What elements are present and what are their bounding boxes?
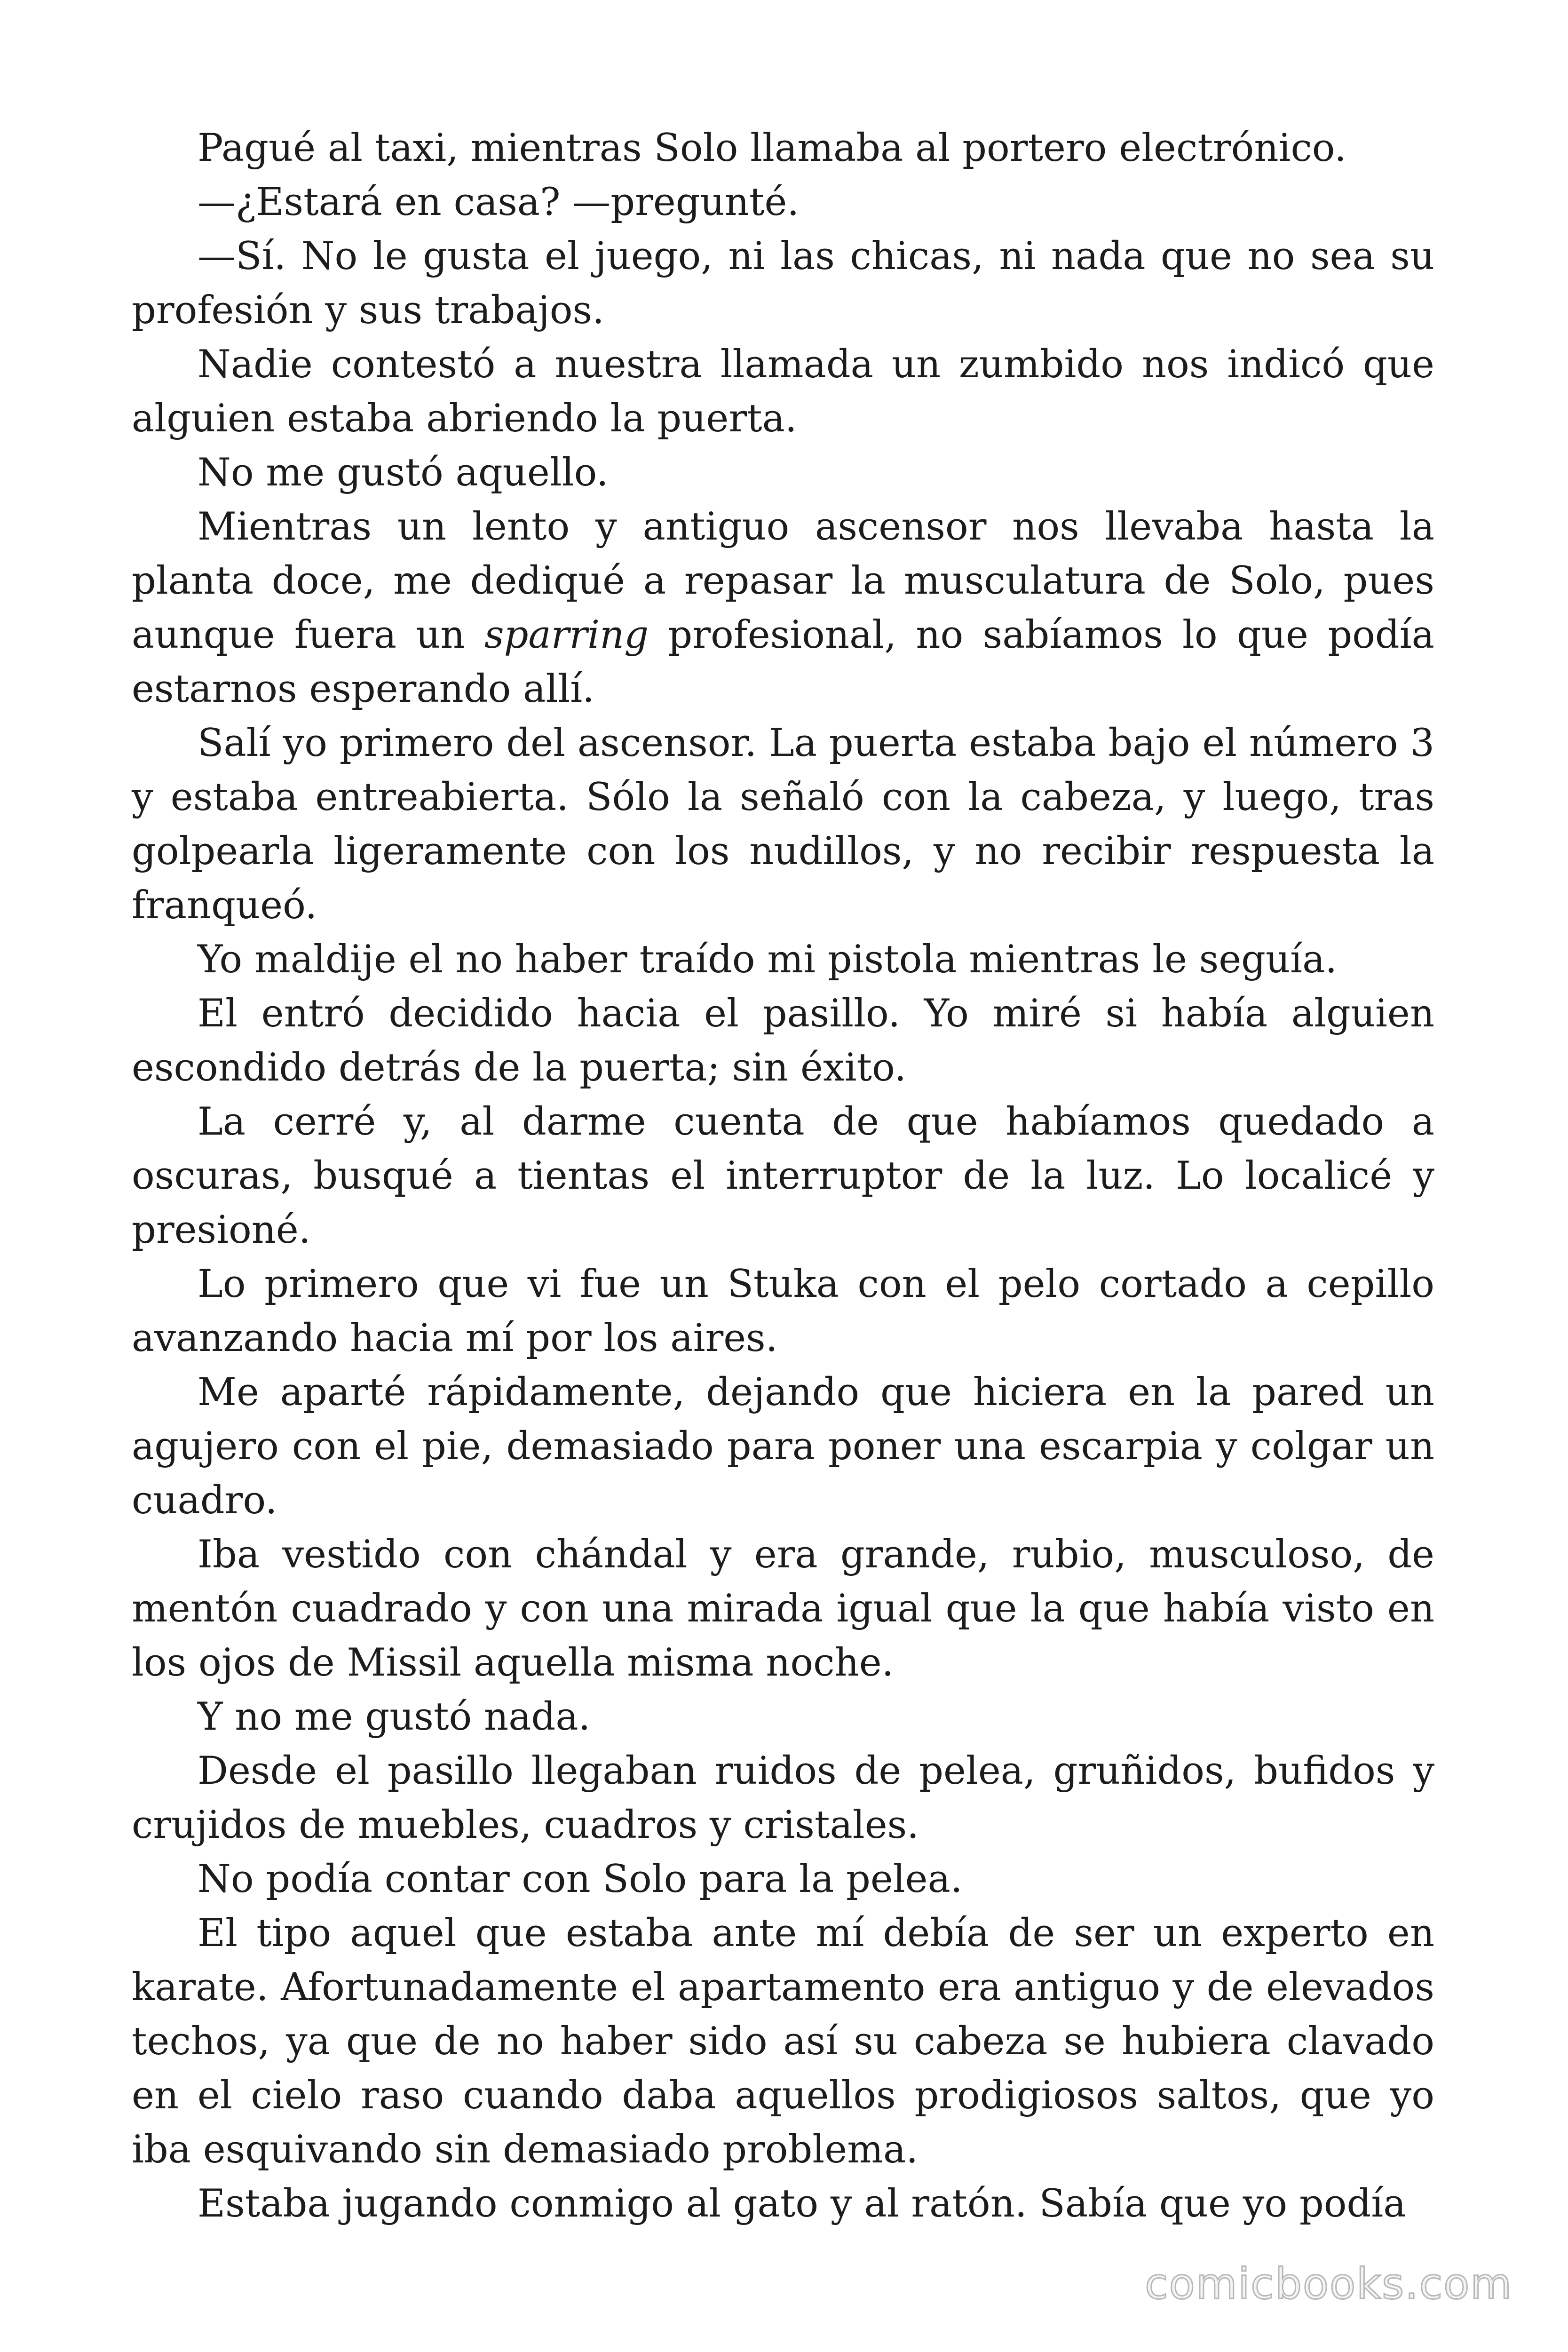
italic-term: sparring (484, 613, 649, 657)
paragraph-text: profesional, no sabíamos lo que podía estarnos esperando allí. (132, 613, 1434, 711)
paragraph: Nadie contestó a nuestra llamada un zumbido nos indicó que alguien estaba abriendo la puerta. (132, 342, 1434, 441)
paragraph: Iba vestido con chándal y era grande, rubio, musculoso, de mentón cuadrado y con una mirada igual que la que había visto en los ojos de Missil aquella misma noche. (132, 1533, 1434, 1685)
paragraph: Salí yo primero del ascensor. La puerta estaba bajo el número 3 y estaba entreabierta. Sólo la señaló con la cabeza, y luego, tras golpearla ligeramente con los nudillos, y no recibir respuesta la franqueó. (132, 721, 1434, 928)
book-page-body (132, 121, 1434, 2231)
paragraph: No me gustó aquello. (198, 451, 609, 495)
paragraph: Me aparté rápidamente, dejando que hiciera en la pared un agujero con el pie, demasiado para poner una escarpia y colgar un cuadro. (132, 1370, 1434, 1523)
paragraph: No podía contar con Solo para la pelea. (198, 1857, 963, 1901)
paragraph: —Sí. No le gusta el juego, ni las chicas, ni nada que no sea su profesión y sus trabajos. (132, 234, 1434, 333)
paragraph-text: Mientras un lento y antiguo ascensor nos llevaba hasta la planta doce, me dediqué a repasar la musculatura de Solo, pues aunque fuera un (132, 505, 1434, 657)
watermark-text: comicbooks.com (1145, 2259, 1513, 2309)
paragraph (132, 500, 1434, 716)
paragraph: El tipo aquel que estaba ante mí debía de ser un experto en karate. Afortunadamente el apartamento era antiguo y de elevados techos, ya que de no haber sido así su cabeza se hubiera clavado en el cielo raso cuando daba aquellos prodigiosos saltos, que yo iba esquivando sin demasiado problema. (132, 1911, 1434, 2172)
paragraph: Pagué al taxi, mientras Solo llamaba al portero electrónico. (198, 126, 1346, 170)
paragraph: Yo maldije el no haber traído mi pistola mientras le seguía. (198, 938, 1338, 982)
paragraph: —¿Estará en casa? —pregunté. (198, 180, 800, 224)
paragraph: El entró decidido hacia el pasillo. Yo miré si había alguien escondido detrás de la puerta; sin éxito. (132, 992, 1434, 1090)
paragraph: La cerré y, al darme cuenta de que habíamos quedado a oscuras, busqué a tientas el interruptor de la luz. Lo localicé y presioné. (132, 1100, 1434, 1252)
paragraph: Y no me gustó nada. (198, 1695, 591, 1739)
paragraph: Estaba jugando conmigo al gato y al ratón. Sabía que yo podía (198, 2182, 1406, 2226)
paragraph: Lo primero que vi fue un Stuka con el pelo cortado a cepillo avanzando hacia mí por los aires. (132, 1262, 1434, 1360)
paragraph: Desde el pasillo llegaban ruidos de pelea, gruñidos, bufidos y crujidos de muebles, cuadros y cristales. (132, 1749, 1434, 1847)
